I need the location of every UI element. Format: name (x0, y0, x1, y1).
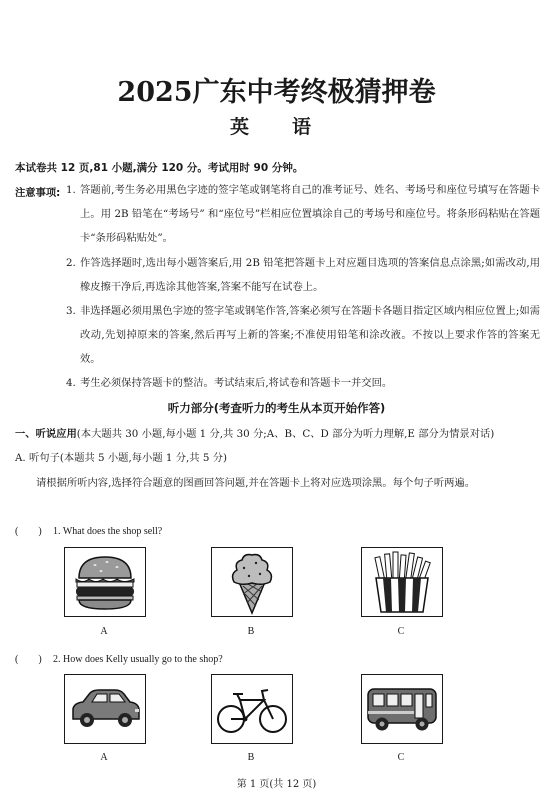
french-fries-icon (362, 548, 442, 616)
subject-title: 英 语 (229, 116, 323, 138)
part-heading-line (15, 425, 545, 440)
option-2c-image[interactable] (361, 674, 443, 744)
option-letter: B (247, 626, 255, 637)
notes-heading: 注意事项: (15, 187, 61, 199)
instruction: 请根据所听内容,选择符合题意的图画回答问题,并在答题卡上将对应选项涂黑。每个句子听两遍。 (36, 477, 476, 489)
option-2b-image[interactable] (211, 674, 293, 744)
sub-heading: A. 听句子 (15, 452, 60, 464)
option-2a-image[interactable] (64, 674, 146, 744)
option-letter: A (100, 752, 108, 763)
option-letter: C (397, 626, 405, 637)
question-text: 2. How does Kelly usually go to the shop? (53, 654, 223, 665)
option-1c-image[interactable] (361, 547, 443, 617)
part-heading: 一、听说应用 (15, 428, 77, 440)
section-title: 听力部分(考查听力的考生从本页开始作答) (167, 401, 386, 415)
car-icon (65, 675, 145, 743)
note-item: 4. 考生必须保持答题卡的整洁。考试结束后,将试卷和答题卡一并交回。 (66, 377, 393, 389)
question-text: 1. What does the shop sell? (53, 526, 163, 537)
sub-detail: (本题共 5 小题,每小题 1 分,共 5 分) (59, 452, 228, 464)
question-1 (15, 522, 162, 537)
page-footer: 第 1 页(共 12 页) (236, 779, 317, 790)
note-item: 1. 答题前,考生务必用黑色字迹的签字笔或钢笔将自己的准考证号、姓名、考场号和座位号填写在答题卡上。用 2B 铅笔在“考场号” 和“座位号”栏相应位置填涂自己的考场号和座位号。将条形码粘贴在答题卡“条形码粘贴处”。 (66, 184, 540, 245)
note-item: 2. 作答选择题时,选出每小题答案后,用 2B 铅笔把答题卡上对应题目选项的答案信息点涂黑;如需改动,用橡皮擦干净后,再选涂其他答案,答案不能写在试卷上。 (66, 257, 540, 294)
option-1b-image[interactable] (211, 547, 293, 617)
question-2 (15, 650, 223, 665)
hamburger-icon (65, 548, 145, 616)
answer-blank[interactable]: ( ) (15, 526, 42, 537)
part-detail: (本大题共 30 小题,每小题 1 分,共 30 分;A、B、C、D 部分为听力理解,E 部分为情景对话) (76, 428, 495, 440)
bus-icon (362, 675, 442, 743)
exam-info: 本试卷共 12 页,81 小题,满分 120 分。考试用时 90 分钟。 (15, 162, 304, 174)
bicycle-icon (212, 675, 292, 743)
page-title: 2025广东中考终极猜押卷 (117, 77, 436, 108)
answer-blank[interactable]: ( ) (15, 654, 42, 665)
option-letter: C (397, 752, 405, 763)
option-letter: B (247, 752, 255, 763)
ice-cream-icon (212, 548, 292, 616)
sub-heading-line (15, 449, 227, 464)
option-1a-image[interactable] (64, 547, 146, 617)
option-letter: A (100, 626, 108, 637)
note-item: 3. 非选择题必须用黑色字迹的签字笔或钢笔作答,答案必须写在答题卡各题目指定区域内相应位置上;如需改动,先划掉原来的答案,然后再写上新的答案;不准使用铅笔和涂改液。不按以上要求作答的答案无效。 (66, 305, 540, 366)
